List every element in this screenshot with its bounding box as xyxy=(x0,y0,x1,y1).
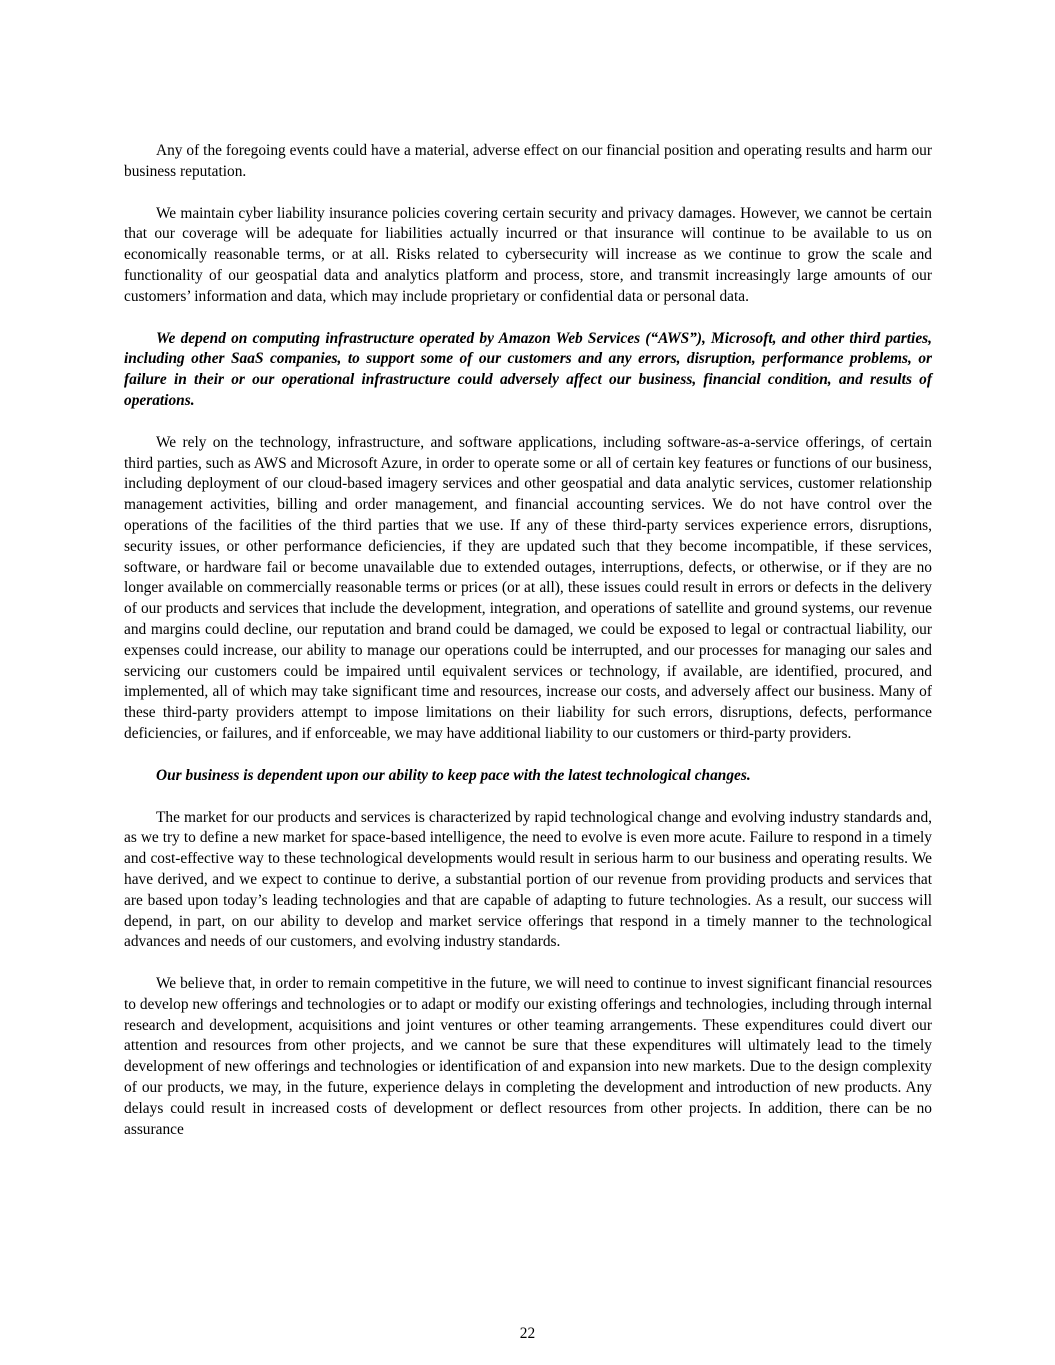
paragraph-third-party-reliance: We rely on the technology, infrastructure, and software applications, including software-as-a-service offerings, of certain third parties, such as AWS and Microsoft Azure, in order to operate some or all of certain key features or functions of our business, including deployment of our cloud-based imagery services and other geospatial and data analytic services, customer relationship management activities, billing and order management, and financial accounting services. We do not have control over the operations of the facilities of the third parties that we use. If any of these third-party services experience errors, disruptions, security issues, or other performance deficiencies, if they are updated such that they become incompatible, if these services, software, or hardware fail or become unavailable due to extended outages, interruptions, defects, or otherwise, or if they are no longer available on commercially reasonable terms or prices (or at all), these issues could result in errors or defects in the delivery of our products and services that include the development, integration, and operations of satellite and ground systems, our revenue and margins could decline, our reputation and brand could be damaged, we could be exposed to legal or contractual liability, our expenses could increase, our ability to manage our operations could be interrupted, and our processes for managing our sales and servicing our customers could be impaired until equivalent services or technology, if available, are identified, procured, and implemented, all of which may take significant time and resources, increase our costs, and adversely affect our business. Many of these third-party providers attempt to impose limitations on their liability for such errors, disruptions, defects, performance deficiencies, or failures, and if enforceable, we may have additional liability to our customers or third-party providers. xyxy=(124,433,932,742)
paragraph-cyber-insurance: We maintain cyber liability insurance policies covering certain security and privacy damages. However, we cannot be certain that our coverage will be adequate for liabilities actually incurred or that insurance will continue to be available to us on economically reasonable terms, or at all. Risks related to cybersecurity will increase as we continue to grow the scale and functionality of our geospatial data and analytics platform and process, store, and transmit increasingly large amounts of our customers’ information and data, which may include proprietary or confidential data or personal data. xyxy=(124,204,932,305)
paragraph-investment: We believe that, in order to remain competitive in the future, we will need to continue to invest significant financial resources to develop new offerings and technologies or to adapt or modify our existing offerings and technologies, including through internal research and development, acquisitions and joint ventures or other teaming arrangements. These expenditures could divert our attention and resources from other projects, and we cannot be sure that these expenditures will ultimately lead to the timely development of new offerings and technologies or identification of and expansion into new markets. Due to the design complexity of our products, we may, in the future, experience delays in completing the development and introduction of new products. Any delays could result in increased costs of development or deflect resources from other projects. In addition, there can be no assurance xyxy=(124,975,932,1138)
paragraph-market-change: The market for our products and services is characterized by rapid technological change and evolving industry standards and, as we try to define a new market for space-based intelligence, the need to evolve is even more acute. Failure to respond in a timely and cost-effective way to these technological developments would result in serious harm to our business and operating results. We have derived, and we expect to continue to derive, a substantial portion of our revenue from providing products and services that are based upon today’s leading technologies and that are capable of adapting to future technologies. As a result, our success will depend, in part, on our ability to develop and market service offerings that respond in a timely manner to the technological advances and needs of our customers, and evolving industry standards. xyxy=(124,808,932,951)
paragraph-foregoing-events: Any of the foregoing events could have a material, adverse effect on our financial position and operating results and harm our business reputation. xyxy=(124,142,932,180)
risk-heading-computing-infrastructure: We depend on computing infrastructure operated by Amazon Web Services (“AWS”), Microsoft, and other third parties, including other SaaS companies, to support some of our customers and any errors, disruption, performance problems, or failure in their or our operational infrastructure could adversely affect our business, financial condition, and results of operations. xyxy=(124,329,932,409)
page-number: 22 xyxy=(519,1325,536,1342)
risk-heading-technological-changes: Our business is dependent upon our ability to keep pace with the latest technological changes. xyxy=(156,766,751,784)
document-body xyxy=(124,141,932,1161)
